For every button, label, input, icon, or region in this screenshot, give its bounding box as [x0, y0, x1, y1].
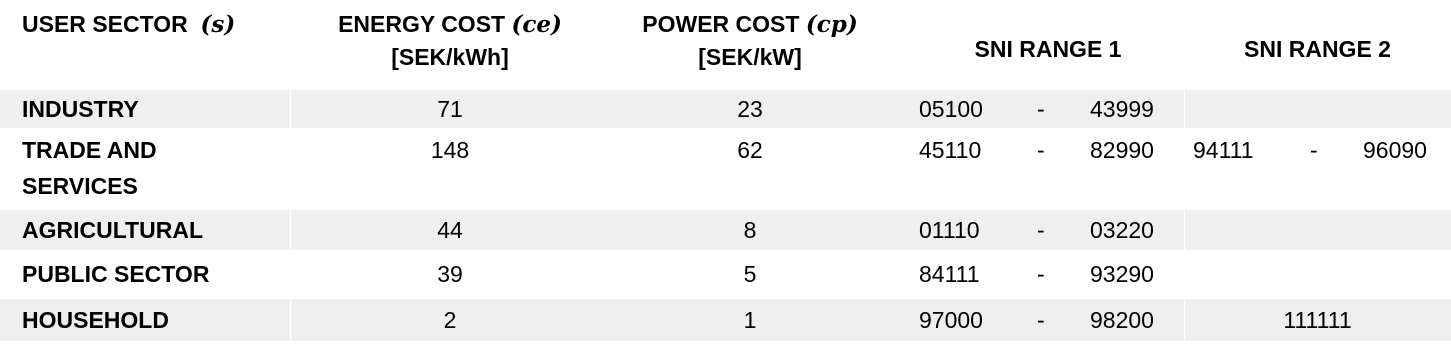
table-row	[0, 210, 1451, 250]
header-energy-cost	[300, 0, 600, 90]
row-sni1-to: 98200	[1090, 307, 1154, 333]
header-user-sector-label: USER SECTOR	[22, 11, 188, 37]
row-sni1-from: 84111	[919, 261, 980, 287]
row-sni1-from: 45110	[919, 137, 982, 163]
row-sni2-from: 94111	[1193, 137, 1254, 163]
row-sni1-dash: -	[1037, 96, 1045, 122]
table-row	[0, 90, 1451, 128]
header-sni-range-1	[912, 4, 1184, 94]
row-sector: INDUSTRY	[22, 96, 139, 122]
row-sector	[22, 132, 272, 204]
header-energy-cost-unit: [SEK/kWh]	[391, 44, 509, 70]
row-energy-cost: 71	[437, 96, 463, 122]
row-sni1-from: 97000	[919, 307, 983, 333]
header-power-cost-symbol: (cp)	[805, 11, 858, 38]
header-sni-range-2-label: SNI RANGE 2	[1244, 36, 1391, 62]
header-power-cost-unit: [SEK/kW]	[698, 44, 802, 70]
row-energy-cost: 2	[443, 307, 457, 333]
row-sni1-dash: -	[1037, 261, 1045, 287]
header-energy-cost-symbol: (ce)	[511, 11, 562, 38]
row-sector: PUBLIC SECTOR	[22, 261, 210, 287]
header-sni-range-2	[1184, 4, 1451, 94]
table-row	[0, 299, 1451, 341]
row-power-cost: 5	[743, 261, 757, 287]
row-sni2-value: 111111	[1283, 307, 1352, 333]
row-sni1-to: 93290	[1090, 261, 1154, 287]
table-row	[0, 128, 1451, 208]
column-divider	[1184, 90, 1185, 345]
row-sni1-dash: -	[1037, 217, 1045, 243]
table-row	[0, 250, 1451, 298]
row-sni1-to: 03220	[1090, 217, 1154, 243]
row-sni2-dash: -	[1310, 137, 1318, 163]
row-energy-cost: 44	[437, 217, 463, 243]
header-energy-cost-label: ENERGY COST	[338, 11, 506, 37]
header-power-cost	[600, 0, 900, 90]
row-sni1-dash: -	[1037, 307, 1045, 333]
header-user-sector	[22, 0, 282, 90]
row-sector: HOUSEHOLD	[22, 307, 169, 333]
row-power-cost: 23	[737, 96, 763, 122]
header-user-sector-symbol: (s)	[200, 11, 236, 38]
row-power-cost: 1	[743, 307, 757, 333]
row-sni1-to: 43999	[1090, 96, 1154, 122]
column-divider	[290, 90, 291, 345]
row-sector: AGRICULTURAL	[22, 217, 203, 243]
row-sni1-from: 05100	[919, 96, 983, 122]
row-sni2-to: 96090	[1363, 137, 1427, 163]
row-energy-cost: 39	[437, 261, 463, 287]
table-header	[0, 0, 1451, 90]
row-energy-cost: 148	[430, 137, 470, 163]
row-power-cost: 62	[737, 137, 763, 163]
row-sni1-from: 01110	[919, 217, 980, 243]
header-sni-range-1-label: SNI RANGE 1	[974, 36, 1122, 62]
row-sni1-to: 82990	[1090, 137, 1154, 163]
row-sector-line-2: SERVICES	[22, 173, 138, 199]
row-sector-line-1: TRADE AND	[22, 137, 157, 163]
row-power-cost: 8	[743, 217, 757, 243]
row-sni1-dash: -	[1037, 137, 1045, 163]
header-power-cost-label: POWER COST	[642, 11, 800, 37]
